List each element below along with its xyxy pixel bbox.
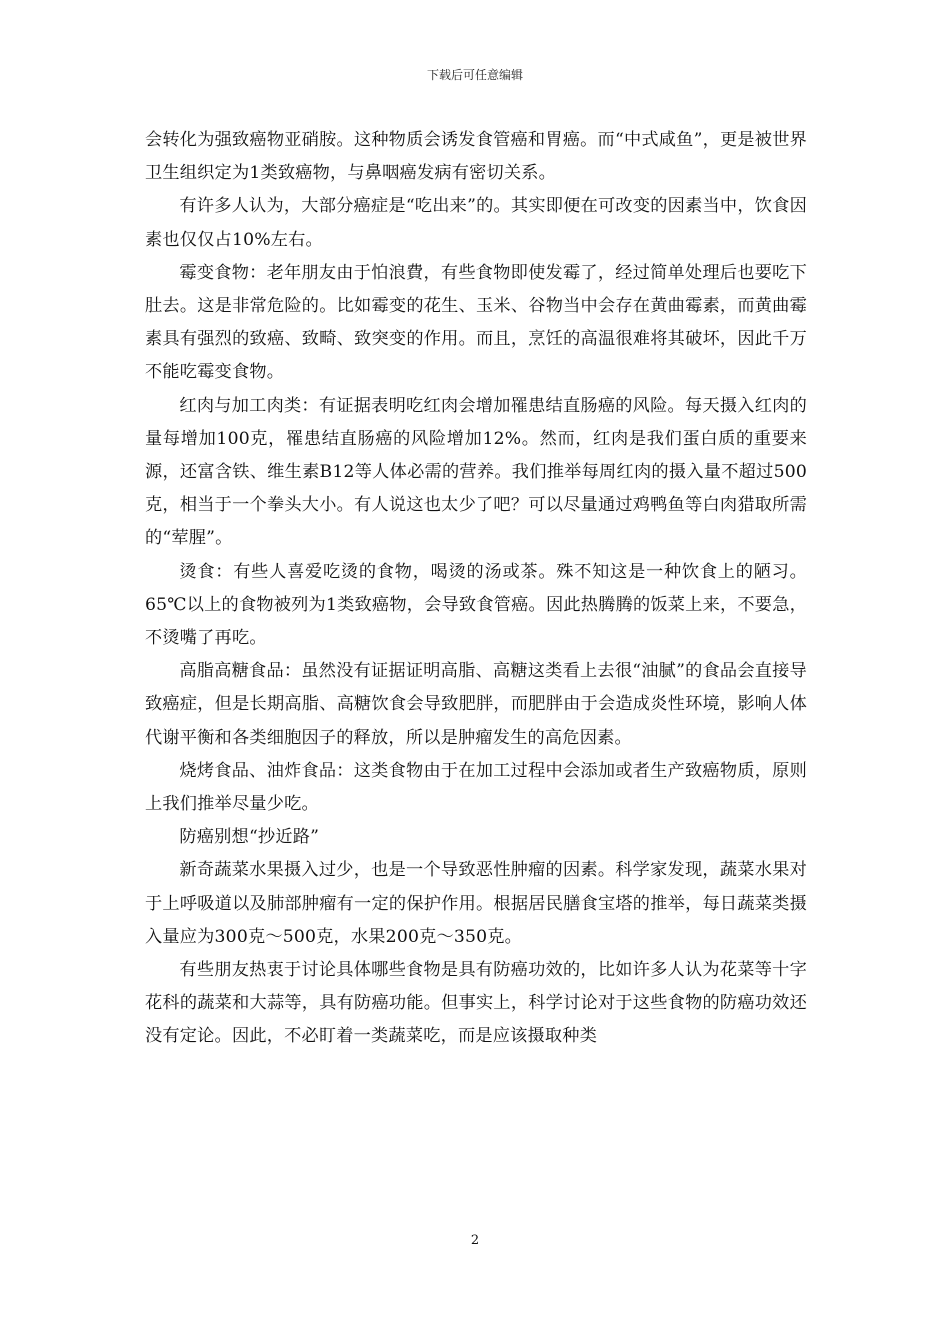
paragraph-7: 烧烤食品、油炸食品：这类食物由于在加工过程中会添加或者生产致癌物质，原则上我们推举尽量少吃。	[145, 760, 807, 815]
paragraph-3: 霉变食物：老年朋友由于怕浪費，有些食物即使发霉了，经过简单处理后也要吃下肚去。这是非常危险的。比如霉变的花生、玉米、谷物当中会存在黄曲霉素，而黄曲霉素具有强烈的致癌、致畸、致突变的作用。而且，烹饪的高温很难将其破坏，因此千万不能吃霉变食物。	[145, 262, 807, 383]
document-body	[145, 124, 807, 1054]
paragraph-6: 高脂高糖食品：虽然没有证据证明高脂、高糖这类看上去很“油腻”的食品会直接导致癌症，但是长期高脂、高糖饮食会导致肥胖，而肥胖由于会造成炎性环境，影响人体代谢平衡和各类细胞因子的释放，所以是肿瘤发生的高危因素。	[145, 661, 807, 748]
page-header: 下载后可任意编辑	[426, 68, 523, 82]
paragraph-1: 会转化为强致癌物亚硝胺。这种物质会诱发食管癌和胃癌。而“中式咸鱼”，更是被世界卫生组织定为1类致癌物，与鼻咽癌发病有密切关系。	[145, 130, 807, 184]
paragraph-5: 烫食：有些人喜爱吃烫的食物，喝烫的汤或茶。殊不知这是一种饮食上的陋习。65℃以上的食物被列为1类致癌物，会导致食管癌。因此热腾腾的饭菜上来，不要急，不烫嘴了再吃。	[145, 561, 807, 649]
paragraph-2: 有许多人认为，大部分癌症是“吃出来”的。其实即便在可改变的因素当中，饮食因素也仅仅占10%左右。	[145, 196, 807, 250]
section-heading: 防癌别想“抄近路”	[179, 827, 320, 848]
paragraph-8: 新奇蔬菜水果摄入过少，也是一个导致恶性肿瘤的因素。科学家发现，蔬菜水果对于上呼吸道以及肺部肿瘤有一定的保护作用。根据居民膳食宝塔的推举，每日蔬菜类摄入量应为300克～500克，水果200克～350克。	[145, 860, 807, 947]
paragraph-4: 红肉与加工肉类：有证据表明吃红肉会增加罹患结直肠癌的风险。每天摄入红肉的量每增加100克，罹患结直肠癌的风险增加12%。然而，红肉是我们蛋白质的重要来源，还富含铁、维生素B12等人体必需的营养。我们推举每周红肉的摄入量不超过500克，相当于一个拳头大小。有人说这也太少了吧？可以尽量通过鸡鸭鱼等白肉猎取所需的“荤腥”。	[145, 395, 807, 549]
paragraph-9: 有些朋友热衷于讨论具体哪些食物是具有防癌功效的，比如许多人认为花菜等十字花科的蔬菜和大蒜等，具有防癌功能。但事实上，科学讨论对于这些食物的防癌功效还没有定论。因此，不必盯着一类蔬菜吃，而是应该摄取种类	[145, 960, 807, 1047]
page-number: 2	[470, 1233, 480, 1248]
